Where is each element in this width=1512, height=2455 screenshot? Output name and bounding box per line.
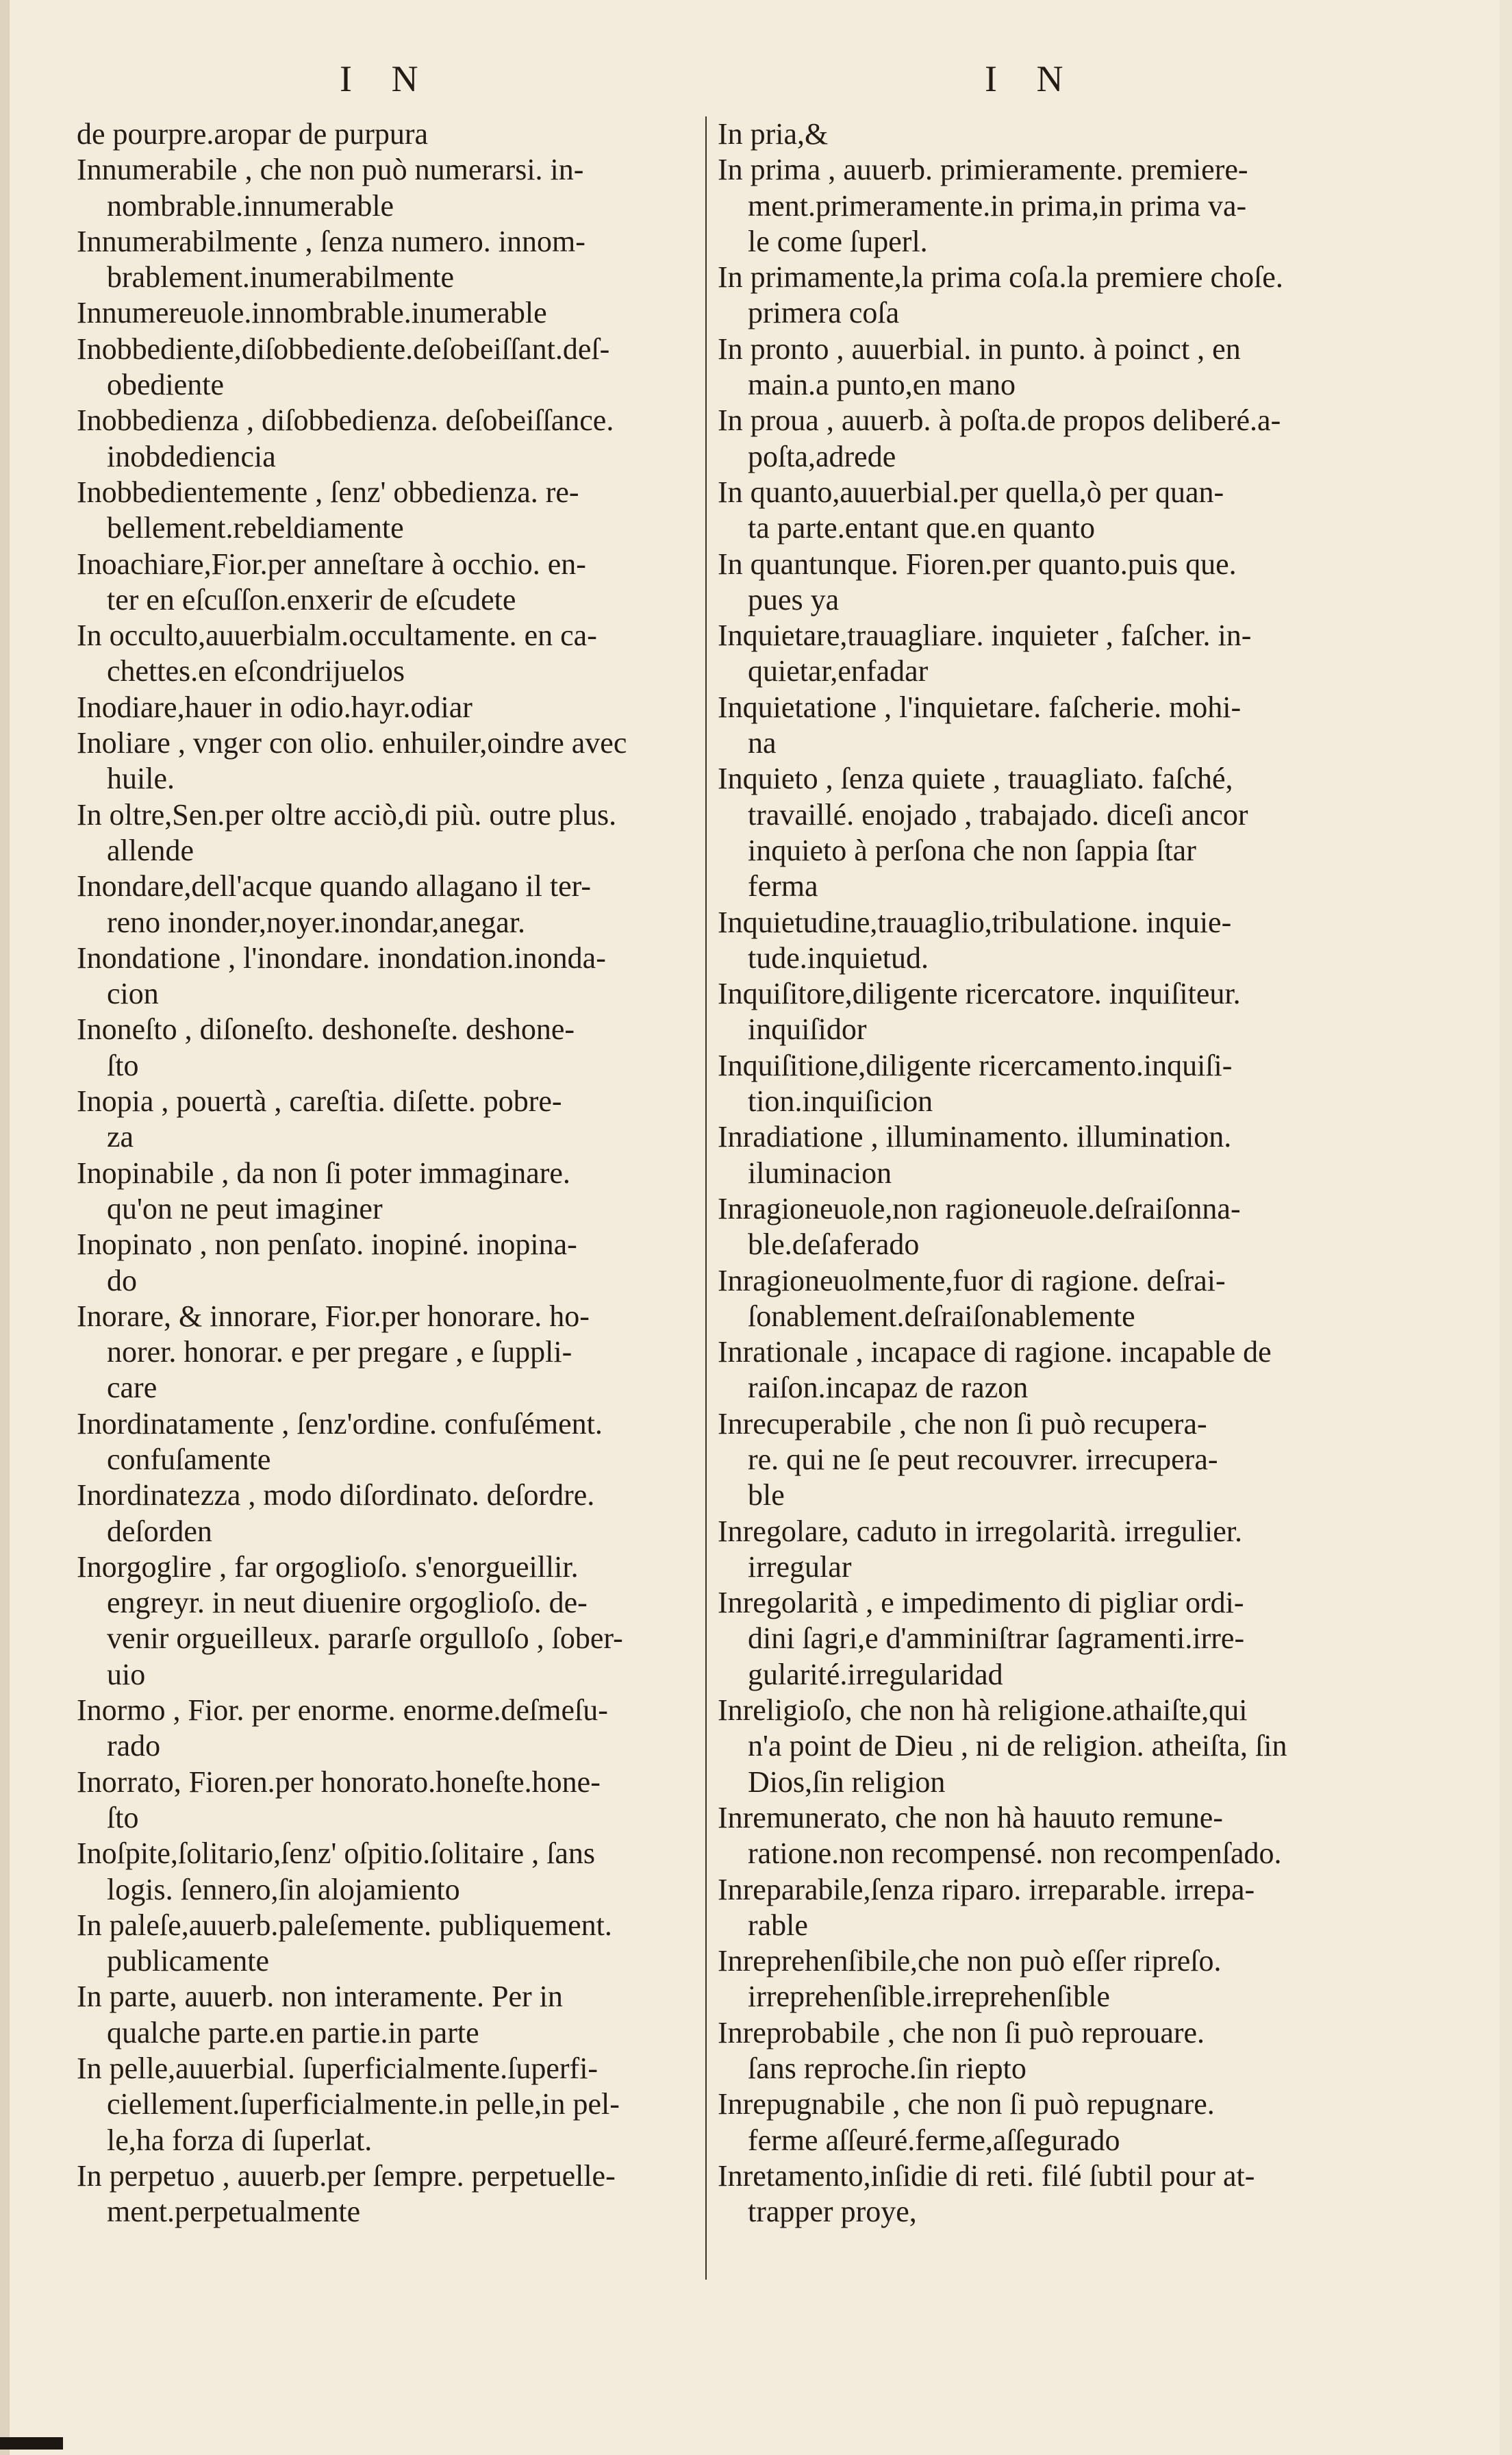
entry-line: Inreparabile,ſenza riparo. irreparable. irrepa- bbox=[718, 1872, 1255, 1906]
entry-line: In paleſe,auuerb.paleſemente. publiquement. bbox=[77, 1908, 612, 1942]
dictionary-entry bbox=[718, 152, 1361, 260]
dictionary-entry bbox=[77, 1299, 720, 1406]
scan-edge-mark bbox=[0, 2437, 63, 2450]
entry-line: Dios,ſin religion bbox=[748, 1765, 946, 1799]
entry-line: ment.primeramente.in prima,in prima va- bbox=[748, 188, 1247, 223]
dictionary-entry bbox=[77, 869, 720, 940]
entry-line: ratione.non recompensé. non recompenſado. bbox=[748, 1836, 1282, 1871]
dictionary-entry bbox=[718, 1406, 1361, 1514]
dictionary-entry bbox=[718, 547, 1361, 619]
entry-line: publicamente bbox=[107, 1944, 270, 1978]
dictionary-entry bbox=[77, 547, 720, 619]
entry-line: rable bbox=[748, 1908, 808, 1942]
dictionary-entry bbox=[77, 797, 720, 869]
dictionary-entry bbox=[718, 976, 1361, 1048]
entry-line: uio bbox=[107, 1657, 146, 1691]
dictionary-entry bbox=[77, 1012, 720, 1084]
entry-line: Inreprehenſibile,che non può eſſer ripreſo. bbox=[718, 1944, 1222, 1978]
dictionary-entry bbox=[718, 618, 1361, 690]
entry-line: Inretamento,inſidie di reti. filé ſubtil pour at- bbox=[718, 2158, 1255, 2193]
dictionary-entry bbox=[77, 940, 720, 1012]
entry-line: engreyr. in neut diuenire orgoglioſo. de- bbox=[107, 1586, 588, 1620]
dictionary-entry bbox=[718, 905, 1361, 977]
entry-line: travaillé. enojado , trabajado. diceſi ancor bbox=[748, 797, 1248, 832]
entry-line: In perpetuo , auuerb.per ſempre. perpetuelle- bbox=[77, 2158, 616, 2193]
entry-line: logis. ſennero,ſin alojamiento bbox=[107, 1872, 460, 1906]
entry-line: pues ya bbox=[748, 582, 840, 616]
entry-line: inobdediencia bbox=[107, 439, 276, 473]
dictionary-entry bbox=[77, 1765, 720, 1836]
entry-line: inquieto à perſona che non ſappia ſtar bbox=[748, 833, 1196, 867]
entry-line: Inodiare,hauer in odio.hayr.odiar bbox=[77, 690, 473, 724]
entry-line: obediente bbox=[107, 368, 225, 402]
entry-line: huile. bbox=[107, 762, 175, 796]
entry-line: za bbox=[107, 1120, 134, 1154]
entry-line: In parte, auuerb. non interamente. Per in bbox=[77, 1980, 563, 2014]
entry-line: ciellement.ſuperficialmente.in pelle,in pel- bbox=[107, 2087, 620, 2121]
dictionary-entry bbox=[77, 152, 720, 224]
dictionary-entry bbox=[77, 2051, 720, 2158]
entry-line: ſans reproche.ſin riepto bbox=[748, 2052, 1026, 2086]
entry-line: Inreprobabile , che non ſi può reprouare. bbox=[718, 2015, 1205, 2049]
entry-line: Inopinabile , da non ſi poter immaginare. bbox=[77, 1156, 570, 1190]
entry-line: allende bbox=[107, 833, 194, 867]
dictionary-entry bbox=[77, 1908, 720, 1980]
entry-line: Inregolare, caduto in irregolarità. irregulier. bbox=[718, 1514, 1242, 1548]
running-head-right: I N bbox=[985, 58, 1079, 99]
entry-line: cion bbox=[107, 977, 159, 1011]
entry-line: raiſon.incapaz de razon bbox=[748, 1371, 1029, 1405]
dictionary-entry bbox=[77, 295, 720, 331]
entry-line: Innumereuole.innombrable.inumerable bbox=[77, 296, 547, 330]
entry-line: le come ſuperl. bbox=[748, 224, 928, 258]
entry-line: Innumerabilmente , ſenza numero. innom- bbox=[77, 224, 585, 258]
entry-line: In quanto,auuerbial.per quella,ò per quan- bbox=[718, 475, 1224, 509]
entry-line: iluminacion bbox=[748, 1156, 892, 1190]
entry-line: deſorden bbox=[107, 1514, 212, 1548]
entry-line: Inrationale , incapace di ragione. incapable de bbox=[718, 1335, 1272, 1369]
dictionary-entry bbox=[718, 1943, 1361, 2015]
entry-line: le,ha forza di ſuperlat. bbox=[107, 2123, 373, 2157]
entry-line: re. qui ne ſe peut recouvrer. irrecupera- bbox=[748, 1442, 1218, 1476]
entry-line: Inobbedientemente , ſenz' obbedienza. re- bbox=[77, 475, 579, 509]
entry-line: Inobbedienza , diſobbedienza. deſobeiſſance. bbox=[77, 403, 614, 438]
entry-line: In pria,& bbox=[718, 117, 829, 151]
entry-line: reno inonder,noyer.inondar,anegar. bbox=[107, 905, 526, 939]
entry-line: tion.inquiſicion bbox=[748, 1084, 933, 1119]
entry-line: Inordinatezza , modo diſordinato. deſordre. bbox=[77, 1478, 595, 1512]
running-head-left: I N bbox=[340, 58, 433, 99]
entry-line: bellement.rebeldiamente bbox=[107, 511, 404, 545]
entry-line: care bbox=[107, 1371, 158, 1405]
entry-line: Inrepugnabile , che non ſi può repugnare. bbox=[718, 2087, 1215, 2121]
entry-line: Inquietudine,trauaglio,tribulatione. inquie- bbox=[718, 905, 1232, 939]
dictionary-entry bbox=[77, 224, 720, 296]
dictionary-entry bbox=[77, 1979, 720, 2051]
dictionary-entry bbox=[718, 1585, 1361, 1693]
dictionary-entry bbox=[77, 1156, 720, 1228]
entry-line: primera coſa bbox=[748, 296, 900, 330]
dictionary-entry bbox=[718, 1514, 1361, 1586]
dictionary-entry bbox=[77, 116, 720, 152]
entry-line: Inquiſitore,diligente ricercatore. inquiſiteur. bbox=[718, 977, 1241, 1011]
entry-line: ble bbox=[748, 1478, 785, 1512]
dictionary-entry bbox=[718, 2158, 1361, 2230]
left-column bbox=[77, 116, 720, 2281]
entry-line: n'a point de Dieu , ni de religion. atheiſta, ſin bbox=[748, 1729, 1287, 1763]
entry-line: Inoſpite,ſolitario,ſenz' oſpitio.ſolitaire , ſans bbox=[77, 1836, 595, 1871]
dictionary-entry bbox=[718, 1191, 1361, 1263]
entry-line: Innumerabile , che non può numerarsi. in- bbox=[77, 153, 584, 187]
entry-line: nombrable.innumerable bbox=[107, 188, 394, 223]
dictionary-entry bbox=[718, 403, 1361, 475]
entry-line: brablement.inumerabilmente bbox=[107, 260, 455, 295]
entry-line: na bbox=[748, 726, 777, 760]
dictionary-entry bbox=[718, 1119, 1361, 1191]
entry-line: In proua , auuerb. à poſta.de propos deliberé.a- bbox=[718, 403, 1281, 438]
entry-line: In quantunque. Fioren.per quanto.puis que. bbox=[718, 547, 1237, 581]
entry-line: In primamente,la prima coſa.la premiere choſe. bbox=[718, 260, 1283, 295]
entry-line: In occulto,auuerbialm.occultamente. en ca- bbox=[77, 619, 597, 653]
entry-line: Inradiatione , illuminamento. illumination. bbox=[718, 1120, 1232, 1154]
dictionary-entry bbox=[718, 116, 1361, 152]
entry-line: In pelle,auuerbial. ſuperficialmente.ſuperfi- bbox=[77, 2052, 598, 2086]
dictionary-entry bbox=[718, 2086, 1361, 2158]
entry-line: Inondatione , l'inondare. inondation.inonda- bbox=[77, 940, 606, 975]
entry-line: poſta,adrede bbox=[748, 439, 896, 473]
entry-line: main.a punto,en mano bbox=[748, 368, 1016, 402]
entry-line: inquiſidor bbox=[748, 1012, 867, 1047]
entry-line: rado bbox=[107, 1729, 161, 1763]
entry-line: Inorare, & innorare, Fior.per honorare. ho- bbox=[77, 1299, 590, 1333]
entry-line: ter en eſcuſſon.enxerir de eſcudete bbox=[107, 582, 516, 616]
entry-line: Inquiſitione,diligente ricercamento.inquiſi- bbox=[718, 1048, 1233, 1082]
entry-line: gularité.irregularidad bbox=[748, 1657, 1003, 1691]
dictionary-entry bbox=[718, 690, 1361, 762]
entry-line: Inragioneuole,non ragioneuole.deſraiſonna- bbox=[718, 1191, 1241, 1225]
entry-line: de pourpre.aropar de purpura bbox=[77, 117, 429, 151]
entry-line: Inormo , Fior. per enorme. enorme.deſmeſu- bbox=[77, 1693, 608, 1728]
entry-line: Inregolarità , e impedimento di pigliar ordi- bbox=[718, 1586, 1244, 1620]
entry-line: Inopia , pouertà , careſtia. diſette. pobre- bbox=[77, 1084, 562, 1119]
entry-line: qualche parte.en partie.in parte bbox=[107, 2015, 479, 2049]
entry-line: ferma bbox=[748, 869, 818, 904]
entry-line: In pronto , auuerbial. in punto. à poinct , en bbox=[718, 332, 1241, 366]
dictionary-entry bbox=[718, 1334, 1361, 1406]
entry-line: norer. honorar. e per pregare , e ſuppli- bbox=[107, 1335, 572, 1369]
entry-line: Inquietatione , l'inquietare. faſcherie. mohi- bbox=[718, 690, 1242, 724]
entry-line: tude.inquietud. bbox=[748, 940, 929, 975]
entry-line: do bbox=[107, 1263, 137, 1297]
dictionary-entry bbox=[718, 1800, 1361, 1872]
entry-line: venir orgueilleux. pararſe orgulloſo , ſober- bbox=[107, 1621, 623, 1656]
entry-line: Inopinato , non penſato. inopiné. inopina- bbox=[77, 1228, 577, 1262]
entry-line: In oltre,Sen.per oltre acciò,di più. outre plus. bbox=[77, 797, 617, 832]
entry-line: Inreligioſo, che non hà religione.athaiſte,qui bbox=[718, 1693, 1248, 1728]
entry-line: ferme aſſeuré.ferme,aſſegurado bbox=[748, 2123, 1120, 2157]
entry-line: ſto bbox=[107, 1800, 139, 1834]
entry-line: ment.perpetualmente bbox=[107, 2195, 361, 2229]
entry-line: Inobbediente,diſobbediente.deſobeiſſant.deſ- bbox=[77, 332, 610, 366]
entry-line: ſto bbox=[107, 1048, 139, 1082]
entry-line: chettes.en eſcondrijuelos bbox=[107, 654, 405, 688]
entry-line: ſonablement.deſraiſonablemente bbox=[748, 1299, 1135, 1333]
dictionary-entry bbox=[718, 761, 1361, 904]
dictionary-entry bbox=[718, 332, 1361, 403]
entry-line: irregular bbox=[748, 1549, 852, 1584]
dictionary-entry bbox=[718, 2015, 1361, 2087]
dictionary-entry bbox=[77, 1084, 720, 1156]
entry-line: Inorrato, Fioren.per honorato.honeſte.hone- bbox=[77, 1765, 601, 1799]
entry-line: Inquieto , ſenza quiete , trauagliato. faſché, bbox=[718, 762, 1233, 796]
dictionary-entry bbox=[718, 1693, 1361, 1800]
dictionary-entry bbox=[77, 1406, 720, 1478]
entry-line: Inquietare,trauagliare. inquieter , faſcher. in- bbox=[718, 619, 1252, 653]
dictionary-entry bbox=[77, 2158, 720, 2230]
entry-line: Inorgoglire , far orgoglioſo. s'enorgueillir. bbox=[77, 1549, 579, 1584]
entry-line: ta parte.entant que.en quanto bbox=[748, 511, 1096, 545]
dictionary-entry bbox=[77, 725, 720, 797]
entry-line: qu'on ne peut imaginer bbox=[107, 1191, 383, 1225]
dictionary-entry bbox=[77, 1227, 720, 1299]
right-column bbox=[718, 116, 1361, 2281]
dictionary-entry bbox=[77, 403, 720, 475]
dictionary-entry bbox=[718, 260, 1361, 332]
entry-line: Inremunerato, che non hà hauuto remune- bbox=[718, 1800, 1223, 1834]
entry-line: Inoneſto , diſoneſto. deshoneſte. deshone- bbox=[77, 1012, 575, 1047]
dictionary-entry bbox=[77, 1836, 720, 1908]
dictionary-entry bbox=[77, 618, 720, 690]
dictionary-entry bbox=[77, 475, 720, 547]
entry-line: Inoliare , vnger con olio. enhuiler,oindre avec bbox=[77, 726, 627, 760]
entry-line: Inrecuperabile , che non ſi può recupera- bbox=[718, 1406, 1207, 1441]
entry-line: Inragioneuolmente,fuor di ragione. deſrai- bbox=[718, 1263, 1226, 1297]
entry-line: quietar,enfadar bbox=[748, 654, 929, 688]
entry-line: Inordinatamente , ſenz'ordine. confuſément. bbox=[77, 1406, 603, 1441]
entry-line: ble.deſaferado bbox=[748, 1228, 920, 1262]
dictionary-entry bbox=[77, 690, 720, 725]
dictionary-entry bbox=[77, 332, 720, 403]
dictionary-entry bbox=[718, 475, 1361, 547]
dictionary-entry bbox=[718, 1872, 1361, 1944]
dictionary-entry bbox=[718, 1263, 1361, 1335]
entry-line: dini ſagri,e d'amminiſtrar ſagramenti.irre- bbox=[748, 1621, 1245, 1656]
entry-line: In prima , auuerb. primieramente. premiere- bbox=[718, 153, 1248, 187]
dictionary-entry bbox=[77, 1693, 720, 1765]
entry-line: Inoachiare,Fior.per anneſtare à occhio. en- bbox=[77, 547, 586, 581]
page-edge-shadow bbox=[0, 0, 10, 2455]
entry-line: trapper proye, bbox=[748, 2195, 917, 2229]
dictionary-entry bbox=[77, 1549, 720, 1693]
entry-line: irreprehenſible.irreprehenſible bbox=[748, 1980, 1110, 2014]
column-divider bbox=[705, 116, 707, 2280]
entry-line: confuſamente bbox=[107, 1442, 271, 1476]
entry-line: Inondare,dell'acque quando allagano il ter- bbox=[77, 869, 592, 904]
dictionary-entry bbox=[718, 1048, 1361, 1120]
dictionary-entry bbox=[77, 1478, 720, 1549]
